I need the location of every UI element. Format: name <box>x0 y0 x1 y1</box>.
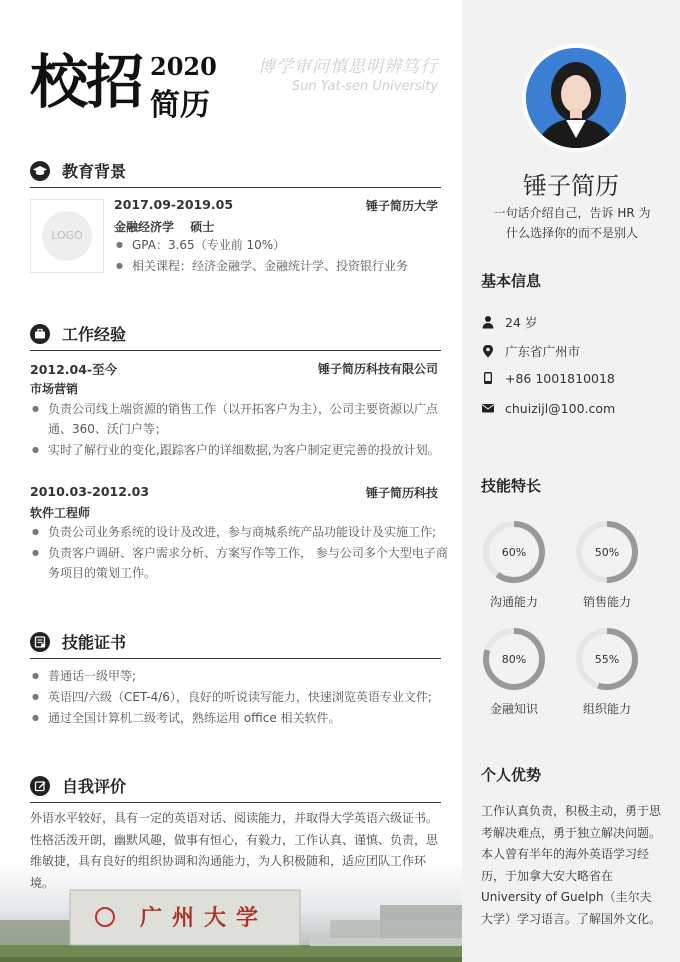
edu-degree: 硕士 <box>190 220 215 234</box>
skill-label-sales: 销售能力 <box>582 595 631 609</box>
sidebar-name: 锤子简历 <box>523 172 619 200</box>
section-eval-title: 自我评价 <box>62 777 127 796</box>
edu-bullet-1: ● GPA：3.65（专业前 10%） <box>116 235 452 255</box>
job2-company: 锤子简历科技 <box>365 486 438 500</box>
info-age <box>481 313 537 331</box>
job2-bullet-1: ● 负责公司业务系统的设计及改进，参与商城系统产品功能设计及实施工作; <box>32 522 458 542</box>
edu-bullet-2: ● 相关课程：经济金融学、金融统计学、投资银行业务 <box>116 256 452 276</box>
cert-bullet-2: ● 英语四/六级（CET-4/6），良好的听说读写能力，快速浏览英语专业文件; <box>32 687 458 707</box>
pencil-icon <box>30 776 50 796</box>
basic-info-title: 基本信息 <box>481 272 542 290</box>
skill-ring-sales <box>574 519 640 585</box>
section-certs-title: 技能证书 <box>62 633 127 652</box>
skill-label-finance: 金融知识 <box>489 702 538 716</box>
motto-cn: 博学审问慎思明辨笃行 <box>258 57 438 77</box>
info-age-text: 24 岁 <box>505 315 538 330</box>
section-certs-head <box>30 632 441 659</box>
info-phone <box>481 371 615 386</box>
edu-date: 2017.09-2019.05 <box>114 197 234 212</box>
gate-text: 广州大学 <box>140 905 269 931</box>
info-location <box>481 342 580 360</box>
school-logo <box>30 199 104 273</box>
edu-major: 金融经济学 <box>114 220 175 234</box>
info-email-text: chuizijl@100.com <box>505 401 616 416</box>
ring-percent: 60% <box>501 546 527 559</box>
job2-date: 2010.03-2012.03 <box>30 484 150 499</box>
avatar <box>522 44 630 152</box>
section-work-title: 工作经验 <box>62 325 127 344</box>
ring-percent: 50% <box>594 546 620 559</box>
graduation-cap-icon <box>30 161 50 181</box>
job1-bullet-2: ● 实时了解行业的变化,跟踪客户的详细数据,为客户制定更完善的投放计划。 <box>32 440 458 460</box>
certificate-icon <box>30 632 50 652</box>
person-icon <box>481 315 495 329</box>
job1-company: 锤子简历科技有限公司 <box>317 362 438 376</box>
skill-label-organization: 组织能力 <box>582 702 631 716</box>
section-education-title: 教育背景 <box>62 162 127 181</box>
skill-ring-organization <box>574 626 640 692</box>
section-education-head <box>30 161 441 188</box>
section-work-head <box>30 324 441 351</box>
info-email <box>481 401 615 416</box>
info-location-text: 广东省广州市 <box>505 344 581 359</box>
edu-major-line <box>114 218 214 235</box>
edu-school: 锤子简历大学 <box>365 199 438 213</box>
cert-bullet-3: ● 通过全国计算机二级考试，熟练运用 office 相关软件。 <box>32 708 458 728</box>
motto <box>258 52 438 94</box>
briefcase-icon <box>30 324 50 344</box>
section-eval-head <box>30 776 441 803</box>
skills-title: 技能特长 <box>481 477 542 495</box>
title-jianli: 简历 <box>150 88 210 123</box>
ring-percent: 80% <box>501 653 527 666</box>
phone-icon <box>481 371 495 385</box>
skill-ring-communication <box>481 519 547 585</box>
info-phone-text: +86 1001810018 <box>505 371 615 386</box>
skill-label-communication: 沟通能力 <box>489 595 538 609</box>
advantage-text: 工作认真负责，积极主动，勇于思考解决难点，勇于独立解决问题。本人曾有半年的海外英语学习经历，于加拿大安大略省在 University of Guelph（圭尔夫大学）学习语言。了解国外文化。 <box>481 804 662 926</box>
cert-bullet-1: ● 普通话一级甲等; <box>32 666 458 686</box>
ring-percent: 55% <box>594 653 620 666</box>
job1-bullet-1: ● 负责公司线上端资源的销售工作（以开拓客户为主），公司主要资源以广点通、360、沃门户等； <box>32 399 458 439</box>
sidebar-intro: 一句话介绍自己，告诉 HR 为什么选择你的而不是别人 <box>493 206 651 240</box>
email-icon <box>481 401 495 415</box>
motto-en: Sun Yat-sen University <box>291 79 438 94</box>
job1-role: 市场营销 <box>30 382 79 396</box>
title-year: 2020 <box>150 52 217 81</box>
title-xiaozhao: 校招 <box>30 48 143 116</box>
job2-role: 软件工程师 <box>30 506 91 520</box>
location-pin-icon <box>481 344 495 358</box>
job2-bullet-2: ● 负责客户调研、客户需求分析、方案写作等工作， 参与公司多个大型电子商务项目的策划工作。 <box>32 543 458 583</box>
advantage-title: 个人优势 <box>481 766 542 784</box>
job1-date: 2012.04-至今 <box>30 362 118 377</box>
skill-ring-finance <box>481 626 547 692</box>
logo-placeholder: LOGO <box>42 211 92 261</box>
self-eval-text: 外语水平较好，具有一定的英语对话、阅读能力，并取得大学英语六级证书。性格活泼开朗，幽默风趣，做事有恒心，有毅力，工作认真、谨慎、负责，思维敏捷，具有良好的组织协调和沟通能力，为人积极随和，适应团队工作环境。 <box>30 811 439 890</box>
